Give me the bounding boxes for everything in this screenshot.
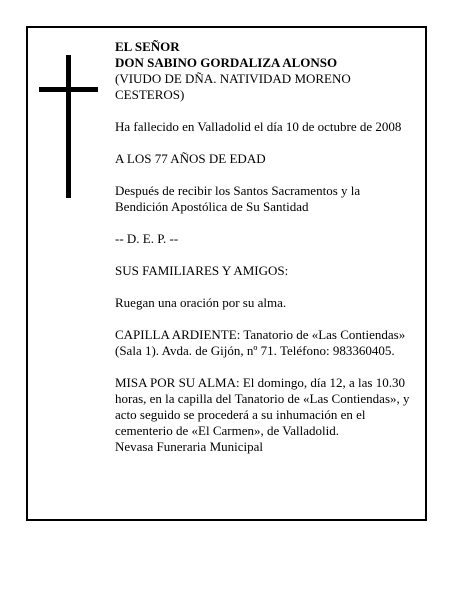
mass-text: [115, 375, 425, 455]
obituary-notice: [26, 26, 427, 521]
sacraments-line-2: Bendición Apostólica de Su Santidad: [115, 199, 309, 214]
mass-line-2: horas, en la capilla del Tanatorio de «Las Contiendas», y: [115, 391, 410, 406]
mass-line-3: acto seguido se procederá a su inhumación en el: [115, 407, 366, 422]
prayer-line: Ruegan una oración por su alma.: [115, 295, 287, 310]
age-text: [115, 151, 425, 167]
cross-icon: [28, 28, 128, 208]
cross-vertical-bar: [66, 55, 71, 198]
deceased-name: DON SABINO GORDALIZA ALONSO: [115, 55, 338, 70]
cross-horizontal-bar: [39, 87, 98, 92]
chapel-line-2: (Sala 1). Avda. de Gijón, nº 71. Teléfono: 983360405.: [115, 343, 395, 358]
sacraments-line-1: Después de recibir los Santos Sacramentos y la: [115, 183, 361, 198]
passed-away-text: [115, 119, 425, 135]
family-line: SUS FAMILIARES Y AMIGOS:: [115, 263, 289, 278]
passed-away-line: Ha fallecido en Valladolid el día 10 de octubre de 2008: [115, 119, 402, 134]
widower-line-1: (VIUDO DE DÑA. NATIVIDAD MORENO: [115, 71, 351, 86]
heading-title: EL SEÑOR: [115, 39, 180, 54]
deceased-block: [115, 39, 425, 103]
widower-line-2: CESTEROS): [115, 87, 185, 102]
chapel-text: [115, 327, 425, 359]
mass-line-1: MISA POR SU ALMA: El domingo, día 12, a las 10.30: [115, 375, 405, 390]
sacraments-text: [115, 183, 425, 215]
funeral-home-line: Nevasa Funeraria Municipal: [115, 439, 264, 454]
rip-text: [115, 231, 425, 247]
rip-line: -- D. E. P. --: [115, 231, 179, 246]
age-line: A LOS 77 AÑOS DE EDAD: [115, 151, 266, 166]
notice-text: [115, 39, 425, 455]
mass-line-4: cementerio de «El Carmen», de Valladolid.: [115, 423, 339, 438]
prayer-text: [115, 295, 425, 311]
family-text: [115, 263, 425, 279]
chapel-line-1: CAPILLA ARDIENTE: Tanatorio de «Las Contiendas»: [115, 327, 406, 342]
